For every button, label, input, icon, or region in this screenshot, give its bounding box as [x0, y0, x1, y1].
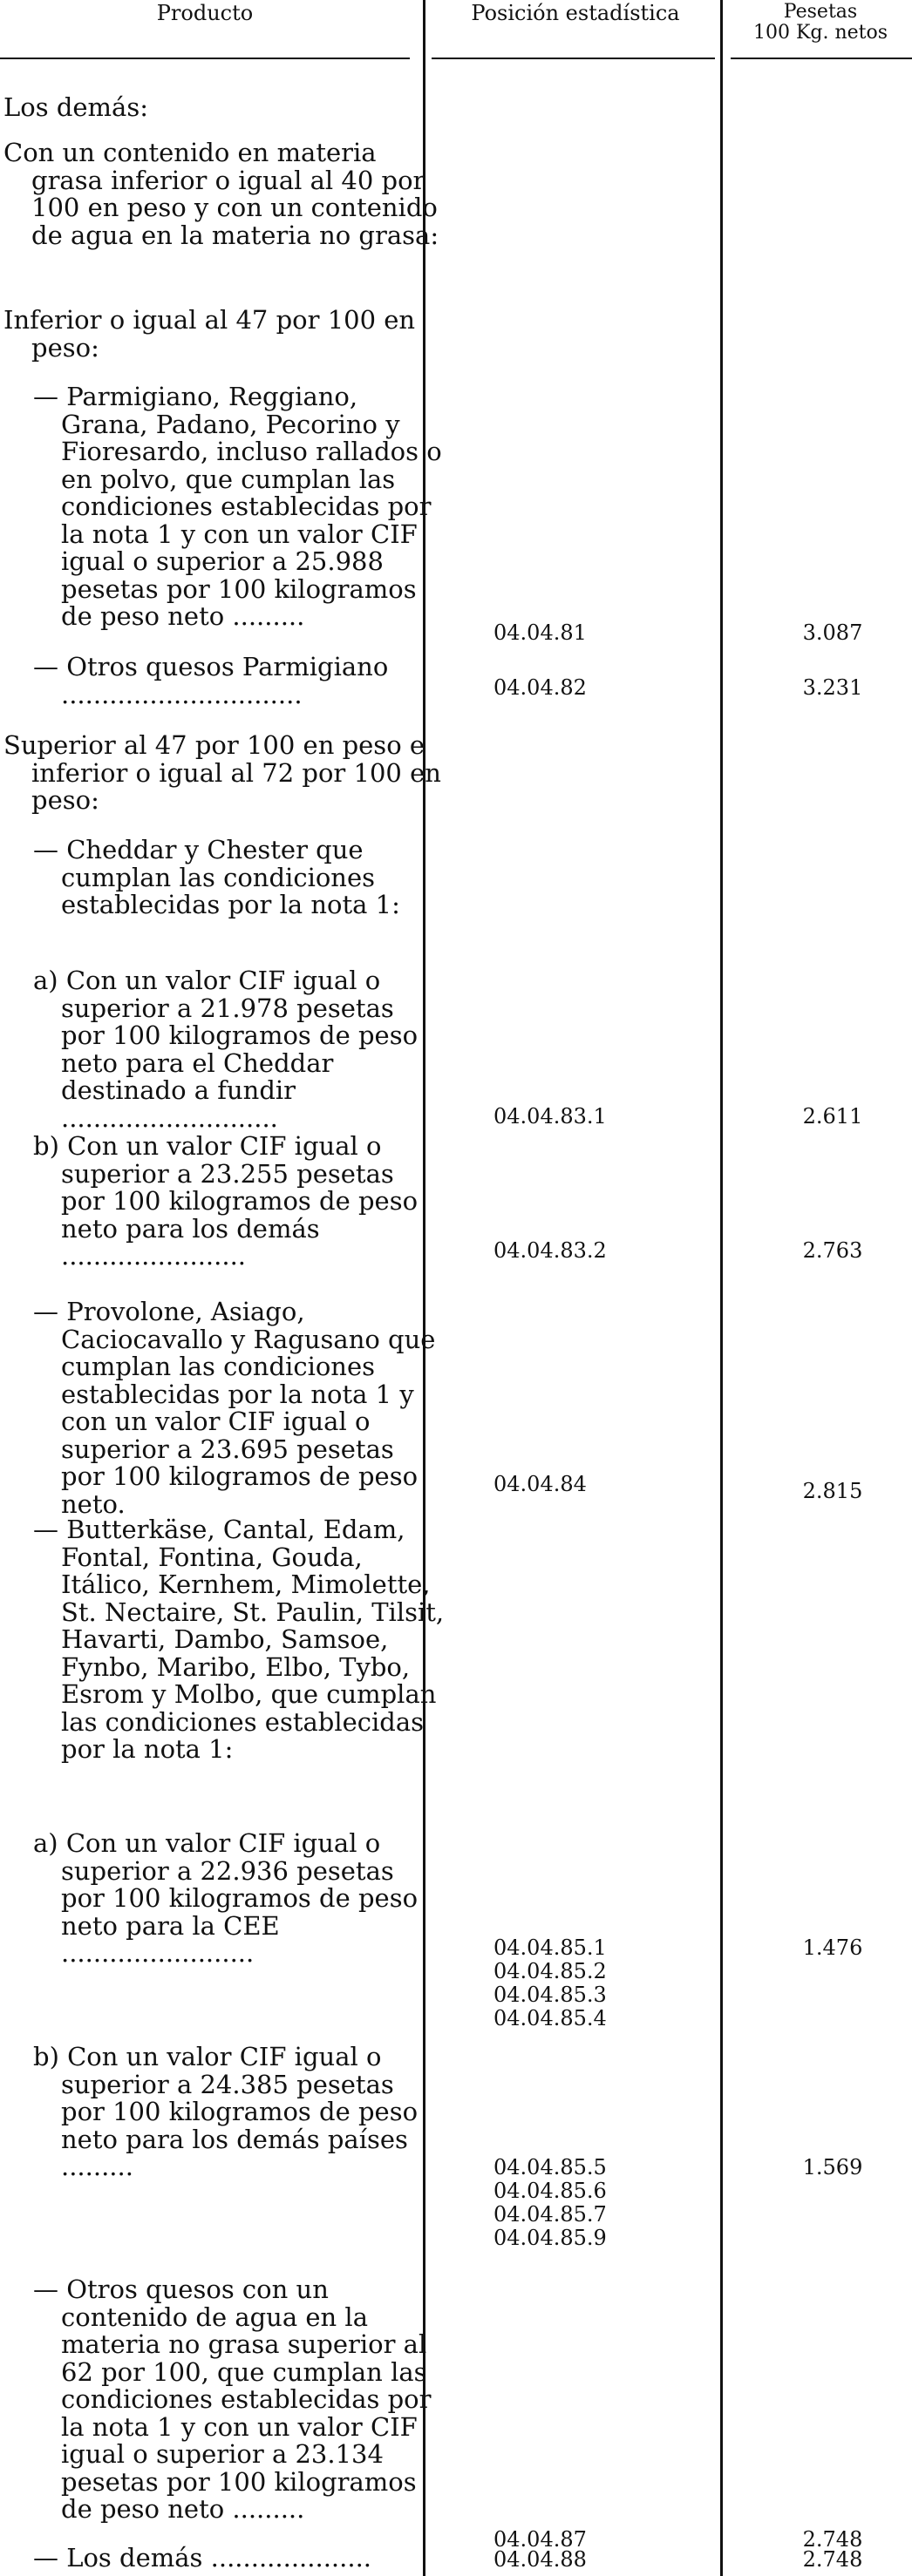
- header-pesetas-line2: 100 Kg. netos: [752, 22, 888, 44]
- position-code: 04.04.85.2: [493, 1959, 607, 1983]
- position-code: 04.04.85.6: [493, 2179, 607, 2203]
- pesetas-value: 2.748: [802, 2547, 863, 2572]
- text-parmigiano: — Parmigiano, Reggiano, Grana, Padano, Pecorino y Fioresardo, incluso rallados o en polvo, que cumplan las condiciones establecidas por la nota 1 y con un valor CIF igual o superior a 25.988 pesetas por 100 kilogramos de peso neto .........: [33, 382, 442, 631]
- position-code: 04.04.85.9: [493, 2226, 607, 2250]
- pesetas-value: 2.815: [802, 1479, 863, 1503]
- position-code: 04.04.88: [493, 2547, 587, 2572]
- header-pesetas-line1: Pesetas: [783, 1, 858, 23]
- pesetas-value: 2.611: [802, 1104, 863, 1129]
- text-los-demas: Los demás:: [3, 92, 148, 122]
- header-rule-position: [432, 58, 715, 59]
- pesetas-value: 2.748: [802, 2527, 863, 2552]
- text-cheddar-a: a) Con un valor CIF igual o superior a 21.978 pesetas por 100 kilogramos de peso neto para el Cheddar destinado a fundir ...........................: [33, 966, 419, 1133]
- pesetas-value: 1.476: [802, 1935, 863, 1960]
- position-code: 04.04.87: [493, 2527, 587, 2552]
- text-butterkase-b: b) Con un valor CIF igual o superior a 24.385 pesetas por 100 kilogramos de peso neto para los demás países .........: [33, 2042, 419, 2181]
- header-position: Posición estadística: [471, 1, 680, 25]
- text-butterkase: — Butterkäse, Cantal, Edam, Fontal, Fontina, Gouda, Itálico, Kernhem, Mimolette, St. Nectaire, St. Paulin, Tilsit, Havarti, Dambo, Samsoe, Fynbo, Maribo, Elbo, Tybo, Esrom y Molbo, que cumplan las condiciones establecidas por la nota 1:: [33, 1515, 445, 1764]
- position-code: 04.04.84: [493, 1472, 587, 1496]
- position-code: 04.04.85.7: [493, 2202, 607, 2227]
- text-provolone: — Provolone, Asiago, Caciocavallo y Ragusano que cumplan las condiciones establecidas por la nota 1 y con un valor CIF igual o superior a 23.695 pesetas por 100 kilogramos de peso neto.: [33, 1297, 436, 1519]
- pesetas-value: 1.569: [802, 2155, 863, 2179]
- position-code: 04.04.85.3: [493, 1983, 607, 2007]
- header-rule-product: [0, 58, 410, 59]
- text-materia-grasa: Con un contenido en materia grasa inferior o igual al 40 por 100 en peso y con un contenido de agua en la materia no grasa:: [3, 138, 439, 250]
- position-code: 04.04.85.5: [493, 2155, 607, 2179]
- header-rule-pesetas: [731, 58, 912, 59]
- column-divider-2: [720, 0, 723, 2576]
- position-code: 04.04.81: [493, 620, 587, 645]
- text-cheddar-chester: — Cheddar y Chester que cumplan las condiciones establecidas por la nota 1:: [33, 835, 400, 919]
- text-los-demas-final: — Los demás ....................: [33, 2543, 372, 2573]
- header-product: Producto: [156, 1, 254, 25]
- position-code: 04.04.85.1: [493, 1935, 607, 1960]
- text-butterkase-a: a) Con un valor CIF igual o superior a 22.936 pesetas por 100 kilogramos de peso neto para la CEE ........................: [33, 1828, 419, 1968]
- position-code: 04.04.85.4: [493, 2006, 607, 2030]
- text-cheddar-b: b) Con un valor CIF igual o superior a 23.255 pesetas por 100 kilogramos de peso neto para los demás .......................: [33, 1131, 419, 1271]
- pesetas-value: 3.087: [802, 620, 863, 645]
- header-pesetas: [729, 2, 912, 44]
- position-code: 04.04.82: [493, 675, 587, 700]
- position-code: 04.04.83.1: [493, 1104, 607, 1129]
- pesetas-value: 3.231: [802, 675, 863, 700]
- position-code: 04.04.83.2: [493, 1238, 607, 1263]
- text-otros-quesos: — Otros quesos con un contenido de agua en la materia no grasa superior al 62 por 100, que cumplan las condiciones establecidas por la nota 1 y con un valor CIF igual o superior a 23.134 pesetas por 100 kilogramos de peso neto .........: [33, 2274, 432, 2524]
- pesetas-value: 2.763: [802, 1238, 863, 1263]
- text-inferior-47: Inferior o igual al 47 por 100 en peso:: [3, 305, 416, 363]
- text-superior-47: Superior al 47 por 100 en peso e inferior o igual al 72 por 100 en peso:: [3, 730, 441, 815]
- text-otros-parmigiano: — Otros quesos Parmigiano ..............................: [33, 652, 389, 709]
